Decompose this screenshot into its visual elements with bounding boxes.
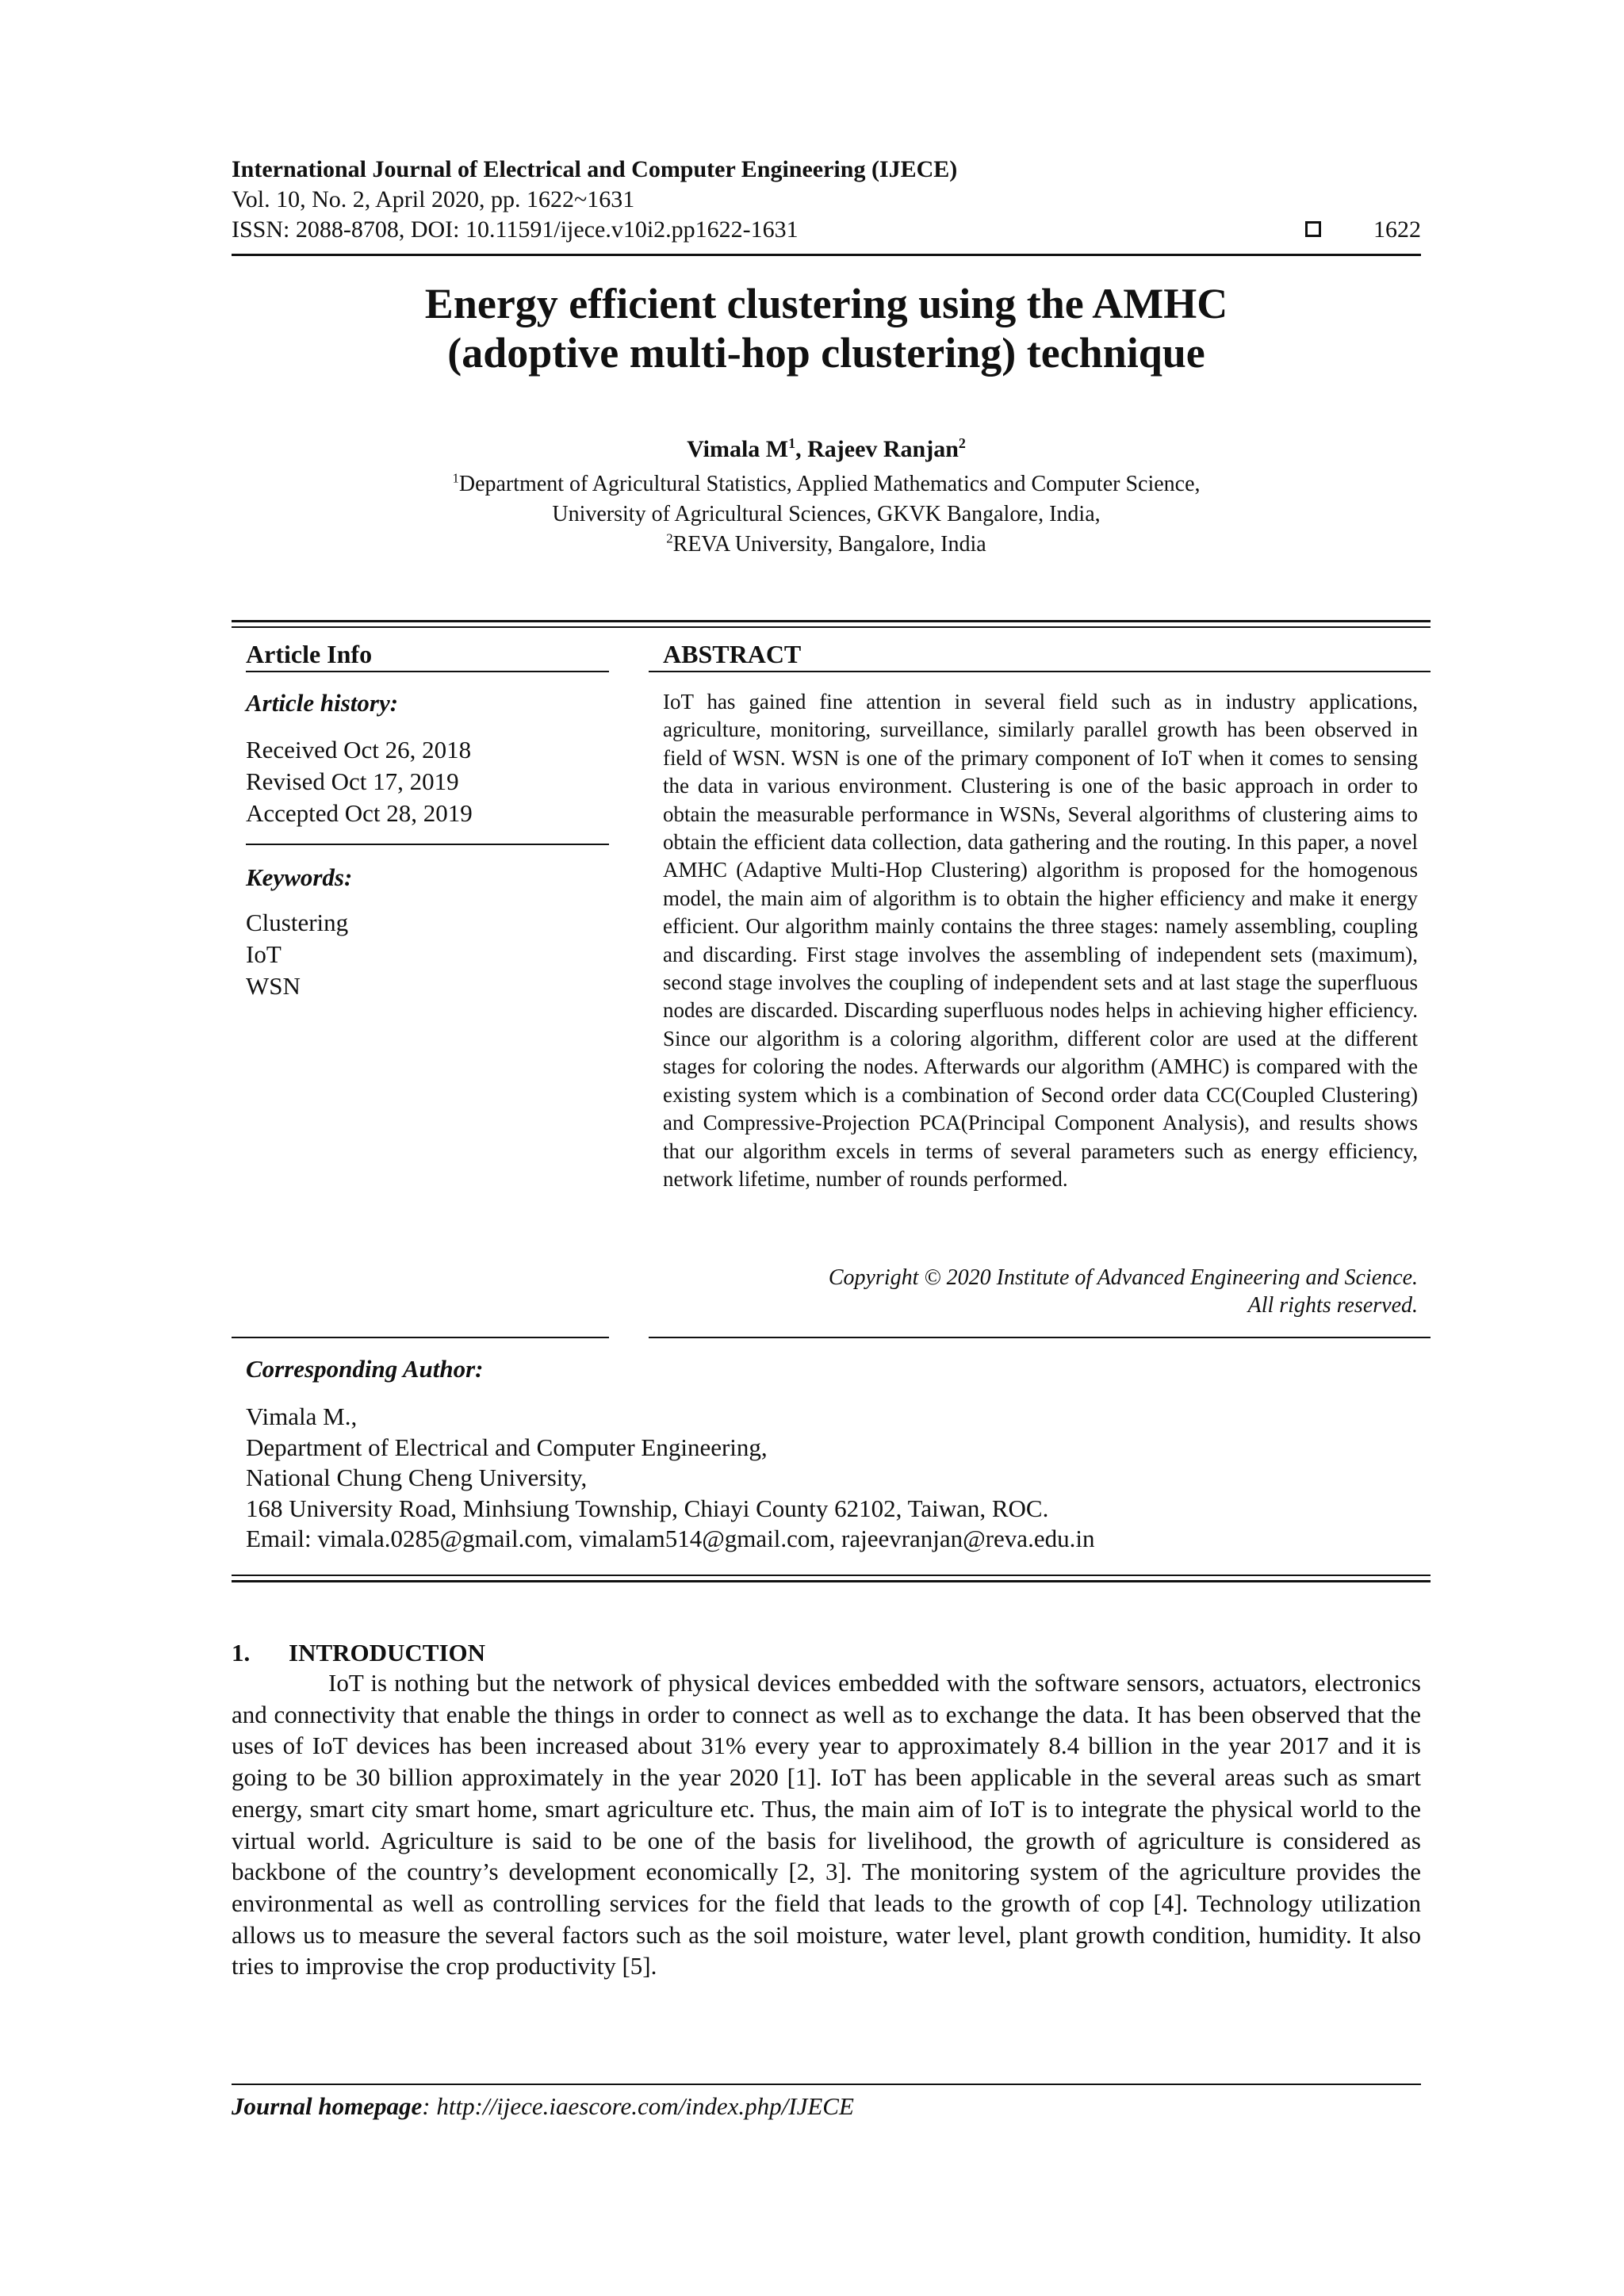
box-top-rule-inner (232, 626, 1431, 628)
article-info-bottom-rule (232, 1337, 609, 1338)
author-separator: , (795, 436, 808, 462)
article-history (246, 734, 473, 829)
copyright-line-1: Copyright © 2020 Institute of Advanced Engineering and Science. (828, 1265, 1418, 1290)
journal-volume: Vol. 10, No. 2, April 2020, pp. 1622~1631 (232, 186, 635, 212)
affiliation-1-line-1: $^1$Department of Agricultural Statistics, Applied Mathematics and Computer Science, (452, 470, 1201, 496)
keywords-heading: Keywords: (246, 863, 353, 891)
keyword-item: IoT (246, 940, 282, 968)
corresponding-email: Email: vimala.0285@gmail.com, vimalam514@gmail.com, rajeevranjan@reva.edu.in (246, 1525, 1095, 1552)
homepage-url-link[interactable]: http://ijece.iaescore.com/index.php/IJECE (436, 2092, 854, 2120)
article-history-heading: Article history: (246, 689, 399, 717)
homepage-label: Journal homepage (232, 2092, 423, 2120)
history-revised: Revised Oct 17, 2019 (246, 767, 459, 795)
journal-homepage (232, 2091, 854, 2122)
affil-1-mark: 1 (452, 470, 459, 486)
affiliation-2: $^2$REVA University, Bangalore, India (666, 530, 986, 557)
paper-title (232, 279, 1421, 377)
abstract-heading: ABSTRACT (663, 640, 802, 668)
corresponding-department: Department of Electrical and Computer Engineering, (246, 1433, 768, 1461)
affiliations (232, 469, 1421, 560)
section-title: INTRODUCTION (289, 1639, 486, 1667)
homepage-colon: : (422, 2092, 437, 2120)
author-1-affil-mark: 1 (788, 435, 796, 451)
history-received: Received Oct 26, 2018 (246, 736, 472, 763)
keyword-item: WSN (246, 972, 301, 1000)
box-bottom-rule-inner (232, 1575, 1431, 1576)
keywords-rule (246, 844, 609, 845)
section-heading-introduction (232, 1638, 485, 1668)
keyword-list (246, 907, 348, 1002)
corresponding-name: Vimala M., (246, 1402, 358, 1430)
box-bottom-rule (232, 1580, 1431, 1582)
copyright-line-2: All rights reserved. (1247, 1293, 1418, 1318)
corresponding-author-heading: Corresponding Author: (246, 1355, 484, 1383)
footer-rule (232, 2084, 1421, 2085)
title-line-2: (adoptive multi-hop clustering) technique (447, 329, 1205, 377)
copyright-notice (663, 1264, 1418, 1319)
journal-name: International Journal of Electrical and Computer Engineering (IJECE) (232, 156, 958, 182)
keyword-item: Clustering (246, 909, 349, 936)
header-rule (232, 254, 1421, 256)
box-top-rule (232, 620, 1431, 622)
affil-2-mark: 2 (666, 530, 673, 546)
abstract-rule (649, 671, 1431, 672)
journal-issn-doi: ISSN: 2088-8708, DOI: 10.11591/ijece.v10i2.pp1622-1631 (232, 216, 799, 243)
history-accepted: Accepted Oct 28, 2019 (246, 799, 473, 827)
author-list (232, 434, 1421, 465)
author-2: Rajeev Ranjan (807, 436, 959, 462)
section-number: 1. (232, 1639, 251, 1667)
abstract-bottom-rule (649, 1337, 1431, 1338)
corresponding-author-details (246, 1402, 1094, 1555)
author-2-affil-mark: 2 (958, 435, 966, 451)
affiliation-1-line-2: University of Agricultural Sciences, GKVK Bangalore, India, (552, 502, 1101, 526)
corresponding-address: 168 University Road, Minhsiung Township, Chiayi County 62102, Taiwan, ROC. (246, 1494, 1049, 1522)
introduction-paragraph: IoT is nothing but the network of physical devices embedded with the software sensors, actuators, electronics and connectivity that enable the things in order to connect as well as to exchange the data. It has been observed that the uses of IoT devices has been increased about 31% every year to approximately 8.4 billion in the year 2017 and it is going to be 30 billion approximately in the year 2020 [1]. IoT has been applicable in the several areas such as smart energy, smart city smart home, smart agriculture etc. Thus, the main aim of IoT is to integrate the physical world to the virtual world. Agriculture is said to be one of the basis for livelihood, the growth of agriculture is considered as backbone of the country’s development economically [2, 3]. The monitoring system of the agriculture provides the environmental as well as controlling services for the field that leads to the growth of cop [4]. Technology utilization allows us to measure the several factors such as the soil moisture, water level, plant growth condition, humidity. It also tries to improvise the crop productivity [5]. (232, 1669, 1421, 1980)
author-1: Vimala M (687, 436, 789, 462)
page-number: 1622 (1373, 216, 1421, 243)
article-info-heading: Article Info (246, 640, 373, 668)
title-line-1: Energy efficient clustering using the AMHC (424, 280, 1228, 327)
corresponding-university: National Chung Cheng University, (246, 1464, 588, 1491)
square-bullet-icon (1305, 221, 1321, 237)
article-info-rule (246, 671, 609, 672)
abstract-text: IoT has gained fine attention in several field such as in industry applications, agriculture, monitoring, surveillance, similarly parallel growth has been observed in field of WSN. WSN is one of the primary component of IoT when it comes to sensing the data in various environment. Clustering is one of the basic approach in order to obtain the measurable performance in WSNs, Several algorithms of clustering aims to obtain the efficient data collection, data gathering and the routing. In this paper, a novel AMHC (Adaptive Multi-Hop Clustering) algorithm is proposed for the homogenous model, the main aim of algorithm is to obtain the higher efficiency and make it energy efficient. Our algorithm mainly contains the three stages: namely assembling, coupling and discarding. First stage involves the assembling of independent sets (maximum), second stage involves the coupling of independent sets and at last stage the superfluous nodes are discarded. Discarding superfluous nodes helps in achieving higher efficiency. Since our algorithm is a coloring algorithm, different color are used at the different stages for coloring the nodes. Afterwards our algorithm (AMHC) is compared with the existing system which is a combination of Second order data CC(Coupled Clustering) and Compressive-Projection PCA(Principal Component Analysis), and results shows that our algorithm excels in terms of several parameters such as energy efficiency, network lifetime, number of rounds performed. (663, 690, 1418, 1191)
